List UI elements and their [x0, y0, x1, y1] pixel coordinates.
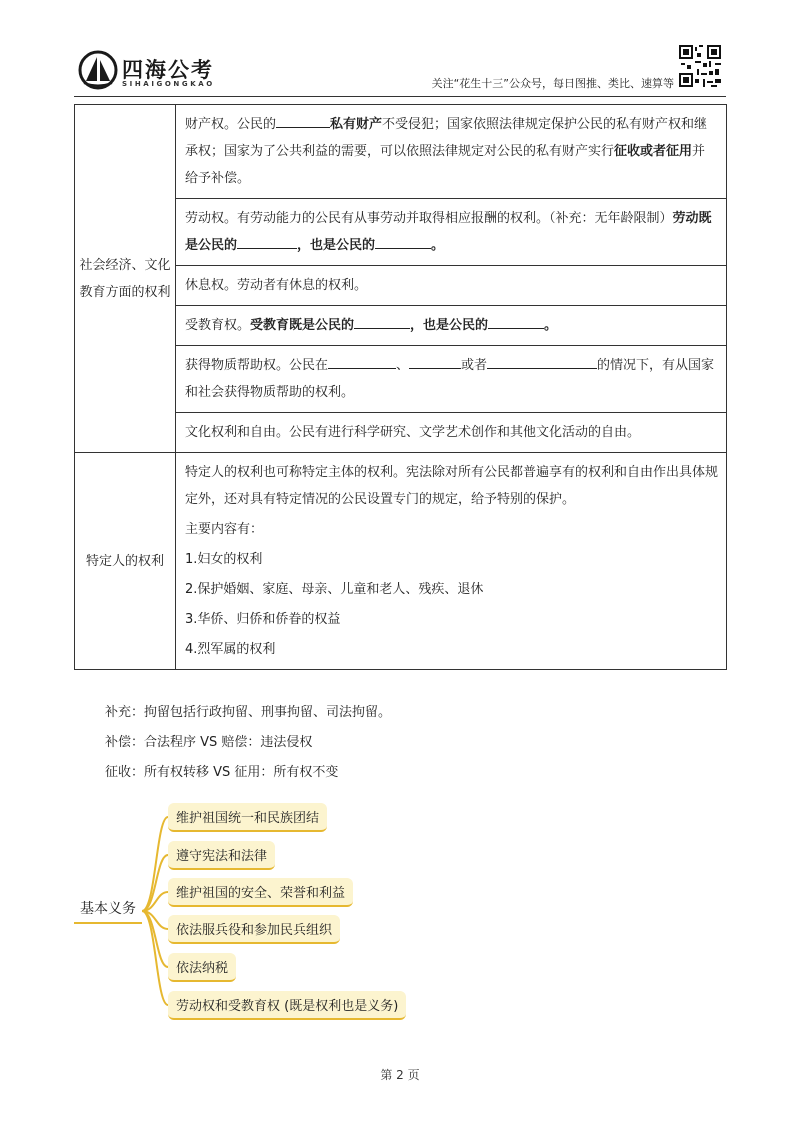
list-item: 2.保护婚姻、家庭、母亲、儿童和老人、残疾、退休 — [185, 582, 484, 597]
note-line: 补偿：合法程序 VS 赔偿：违法侵权 — [105, 735, 313, 750]
mindmap-branch: 维护祖国统一和民族团结 — [168, 803, 327, 832]
page-number: 第 2 页 — [380, 1068, 420, 1082]
mindmap-branch: 依法纳税 — [168, 953, 236, 982]
duties-mindmap — [74, 795, 494, 1035]
row-property: 财产权。公民的 私有财产不受侵犯；国家依照法律规定保护公民的私有财产权和继承权；国家为了公共利益的需要，可以依照法律规定对公民的私有财产实行征收或者征用并给予补偿。 — [176, 105, 727, 199]
rights-table — [74, 104, 727, 670]
brand-name: 四海公考 — [122, 58, 214, 82]
row-aid: 获得物质帮助权。公民在 、 或者 的情况下，有从国家和社会获得物质帮助的权利。 — [176, 346, 727, 413]
mindmap-root: 基本义务 — [74, 894, 142, 924]
row-culture: 文化权利和自由。公民有进行科学研究、文学艺术创作和其他文化活动的自由。 — [176, 413, 727, 453]
list-item: 4.烈军属的权利 — [185, 642, 276, 657]
header-slogan: 关注“花生十三”公众号，每日图推、类比、速算等 — [431, 77, 674, 90]
fill-blank — [409, 352, 461, 369]
fill-blank — [237, 232, 297, 249]
note-line: 补充：拘留包括行政拘留、刑事拘留、司法拘留。 — [105, 705, 392, 720]
fill-blank — [328, 352, 396, 369]
qr-code-icon — [679, 45, 721, 87]
fill-blank — [354, 312, 410, 329]
mindmap-branch: 劳动权和受教育权 (既是权利也是义务) — [168, 991, 406, 1020]
note-line: 征收：所有权转移 VS 征用：所有权不变 — [105, 765, 339, 780]
mindmap-branch: 维护祖国的安全、荣誉和利益 — [168, 878, 353, 907]
fill-blank — [488, 312, 544, 329]
fill-blank — [487, 352, 597, 369]
row-rest: 休息权。劳动者有休息的权利。 — [176, 266, 727, 306]
category-cell-econ — [75, 105, 176, 453]
mindmap-branch: 依法服兵役和参加民兵组织 — [168, 915, 340, 944]
brand-subtitle: SIHAIGONGKAO — [122, 80, 215, 88]
row-special: 特定人的权利也可称特定主体的权利。宪法除对所有公民都普遍享有的权利和自由作出具体规定外，还对具有特定情况的公民设置专门的规定，给予特别的保护。 主要内容有： 1.妇女的权利 2.保护婚姻、家庭、母亲、儿童和老人、残疾、退休 3.华侨、归侨和侨眷的权益 4.烈军属的权利 — [176, 453, 727, 670]
category-label: 社会经济、文化教育方面的权利 — [79, 257, 171, 300]
category-label: 特定人的权利 — [85, 553, 164, 569]
row-labor: 劳动权。有劳动能力的公民有从事劳动并取得相应报酬的权利。（补充：无年龄限制）劳动既是公民的 ，也是公民的 。 — [176, 199, 727, 266]
sailboat-logo-icon — [78, 50, 118, 90]
page-header — [0, 0, 800, 100]
fill-blank — [375, 232, 431, 249]
row-education: 受教育权。受教育既是公民的 ，也是公民的 。 — [176, 306, 727, 346]
mindmap-branch: 遵守宪法和法律 — [168, 841, 275, 870]
list-item: 1.妇女的权利 — [185, 552, 263, 567]
list-item: 3.华侨、归侨和侨眷的权益 — [185, 612, 341, 627]
fill-blank — [276, 111, 330, 128]
header-divider — [74, 96, 726, 97]
supplement-notes — [105, 698, 391, 788]
category-cell-special — [75, 453, 176, 670]
